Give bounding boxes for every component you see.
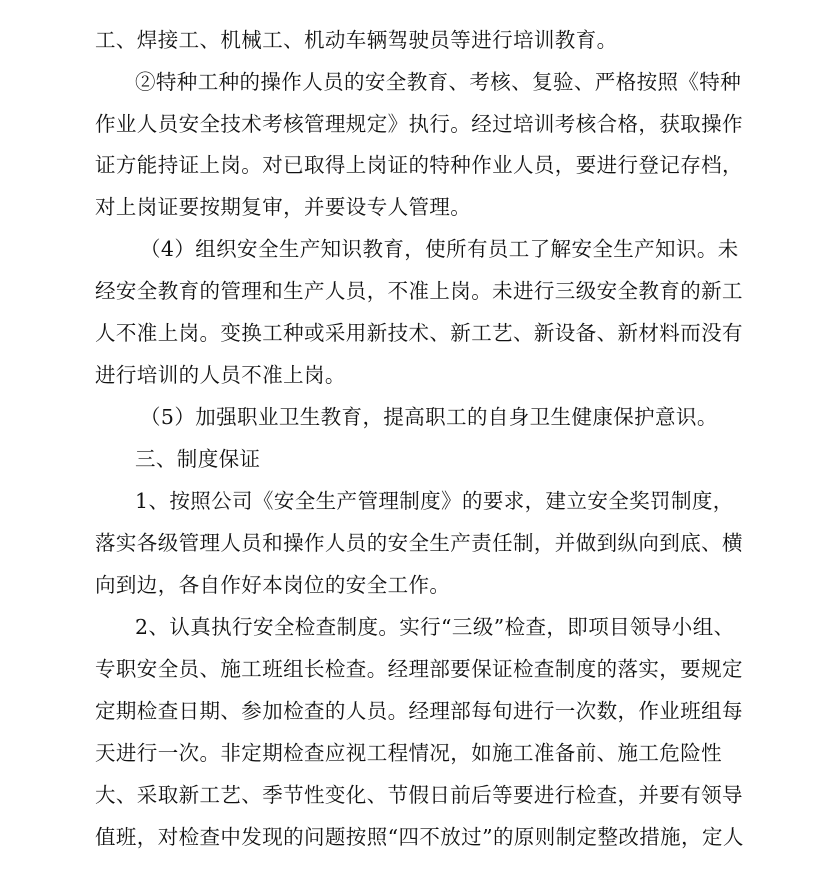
text-line: 人不准上岗。变换工种或采用新技术、新工艺、新设备、新材料而没有 [95, 321, 743, 345]
text-line: 证方能持证上岗。对已取得上岗证的特种作业人员，要进行登记存档， [95, 153, 743, 177]
text-line: （4）组织安全生产知识教育，使所有员工了解安全生产知识。未 [140, 237, 739, 261]
text-line: 定期检查日期、参加检查的人员。经理部每旬进行一次数，作业班组每 [95, 699, 743, 723]
text-line: 值班，对检查中发现的问题按照“四不放过”的原则制定整改措施，定人 [95, 825, 744, 849]
text-line: 工、焊接工、机械工、机动车辆驾驶员等进行培训教育。 [95, 28, 618, 52]
text-line: ②特种工种的操作人员的安全教育、考核、复验、严格按照《特种 [135, 70, 742, 94]
text-line: 专职安全员、施工班组长检查。经理部要保证检查制度的落实，要规定 [95, 657, 743, 681]
text-line: 2、认真执行安全检查制度。实行“三级”检查，即项目领导小组、 [135, 615, 735, 639]
text-line: 对上岗证要按期复审，并要设专人管理。 [95, 195, 472, 219]
text-line: （5）加强职业卫生教育，提高职工的自身卫生健康保护意识。 [140, 405, 718, 429]
text-line: 大、采取新工艺、季节性变化、节假日前后等要进行检查，并要有领导 [95, 783, 743, 807]
text-line: 向到边，各自作好本岗位的安全工作。 [95, 573, 451, 597]
text-line: 落实各级管理人员和操作人员的安全生产责任制，并做到纵向到底、横 [95, 531, 743, 555]
text-line: 进行培训的人员不准上岗。 [95, 363, 346, 387]
text-line: 经安全教育的管理和生产人员，不准上岗。未进行三级安全教育的新工 [95, 279, 743, 303]
text-line: 天进行一次。非定期检查应视工程情况，如施工准备前、施工危险性 [95, 741, 722, 765]
text-line: 作业人员安全技术考核管理规定》执行。经过培训考核合格，获取操作 [95, 112, 743, 136]
text-line: 1、按照公司《安全生产管理制度》的要求，建立安全奖罚制度， [135, 489, 734, 513]
section-heading: 三、制度保证 [135, 447, 261, 471]
